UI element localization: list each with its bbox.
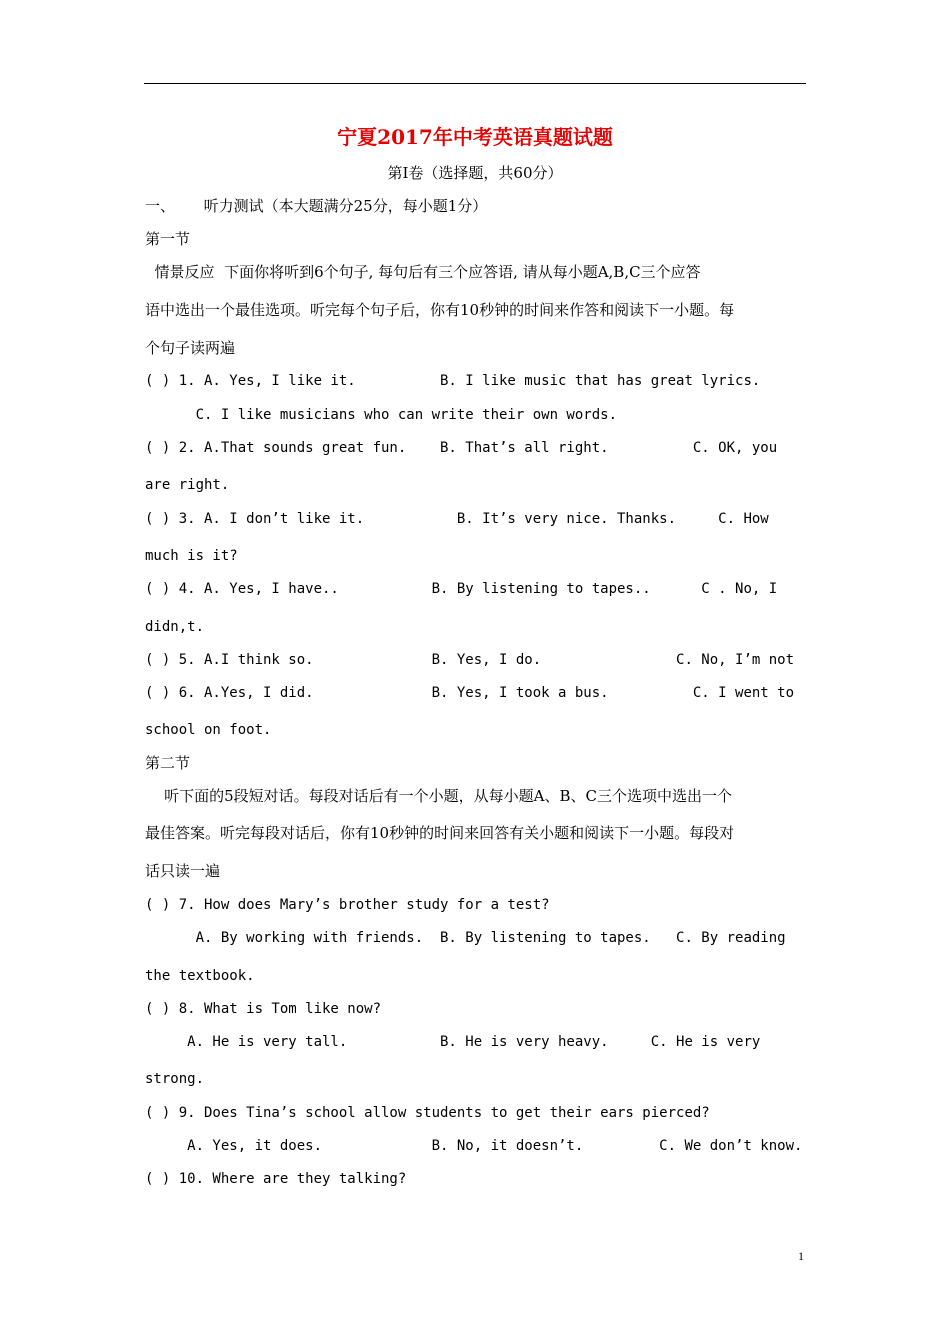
instruction-line: 最佳答案。听完每段对话后，你有10秒钟的时间来回答有关小题和阅读下一小题。每段对 — [145, 824, 735, 842]
question-line: the textbook. — [145, 968, 255, 984]
header-rule — [144, 83, 806, 84]
section-heading: 第一节 — [145, 230, 191, 248]
section-heading: 第二节 — [145, 754, 191, 772]
instruction-line: 听下面的5段短对话。每段对话后有一个小题，从每小题A、B、C三个选项中选出一个 — [145, 787, 732, 805]
question-line: strong. — [145, 1071, 205, 1087]
question-line: ( ) 9. Does Tina’s school allow students to get their ears pierced? — [145, 1105, 710, 1121]
page-number: 1 — [798, 1249, 804, 1263]
question-line: much is it? — [145, 548, 238, 564]
question-line: ( ) 10. Where are they talking? — [145, 1171, 407, 1187]
question-line: ( ) 2. A.That sounds great fun. B. That’s all right. C. OK, you — [145, 440, 778, 456]
instruction-line: 话只读一遍 — [145, 862, 221, 880]
part-heading: 一、 听力测试（本大题满分25分，每小题1分） — [145, 197, 488, 215]
question-line: ( ) 8. What is Tom like now? — [145, 1001, 382, 1017]
question-line: ( ) 3. A. I don’t like it. B. It’s very nice. Thanks. C. How — [145, 511, 769, 527]
instruction-line: 个句子读两遍 — [145, 339, 236, 357]
question-line: ( ) 5. A.I think so. B. Yes, I do. C. No, I’m not — [145, 652, 795, 668]
question-line: ( ) 1. A. Yes, I like it. B. I like music that has great lyrics. — [145, 373, 761, 389]
question-line: didn,t. — [145, 619, 205, 635]
page-title: 宁夏2017年中考英语真题试题 — [337, 125, 613, 149]
question-line: A. He is very tall. B. He is very heavy. C. He is very — [145, 1034, 761, 1050]
question-line: school on foot. — [145, 722, 272, 738]
question-line: are right. — [145, 477, 230, 493]
question-line: ( ) 6. A.Yes, I did. B. Yes, I took a bus. C. I went to — [145, 685, 795, 701]
instruction-line: 语中选出一个最佳选项。听完每个句子后，你有10秒钟的时间来作答和阅读下一小题。每 — [145, 301, 735, 319]
page-subtitle: 第Ⅰ卷（选择题，共60分） — [387, 164, 563, 182]
question-line: A. Yes, it does. B. No, it doesn’t. C. We don’t know. — [145, 1138, 803, 1154]
question-line: ( ) 4. A. Yes, I have.. B. By listening to tapes.. C . No, I — [145, 581, 778, 597]
instruction-line: 情景反应 下面你将听到6个句子, 每句后有三个应答语, 请从每小题A,B,C三个应答 — [145, 263, 701, 281]
question-line: ( ) 7. How does Mary’s brother study for a test? — [145, 897, 550, 913]
question-line: C. I like musicians who can write their own words. — [145, 407, 618, 423]
question-line: A. By working with friends. B. By listening to tapes. C. By reading — [145, 930, 786, 946]
